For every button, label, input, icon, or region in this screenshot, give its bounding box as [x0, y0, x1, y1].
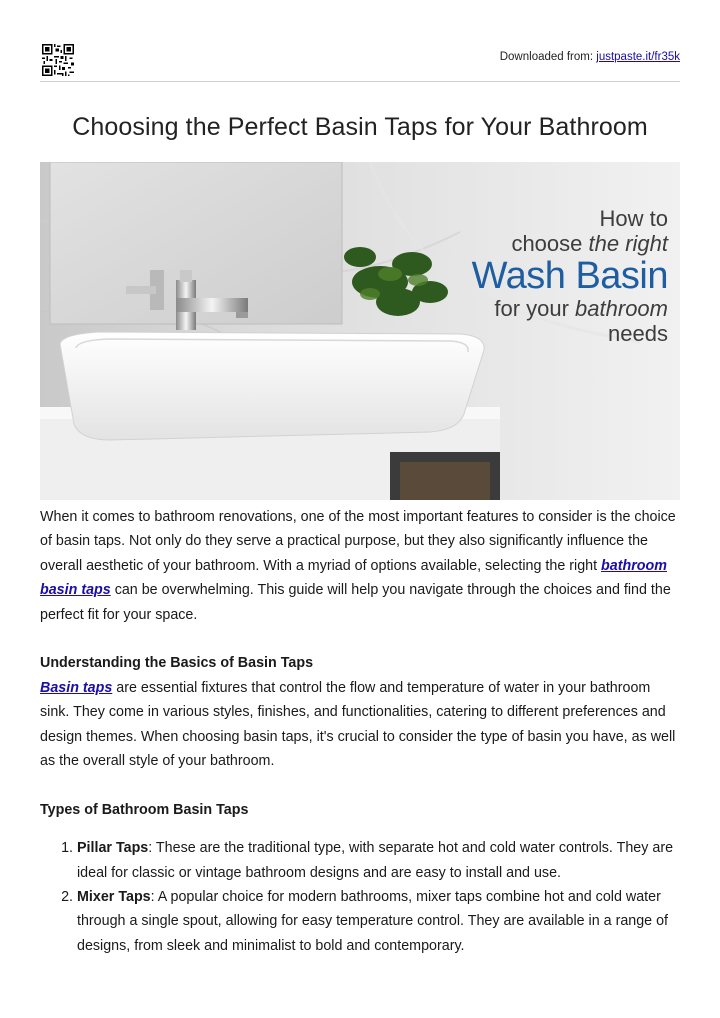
- hero-line-2b: the right: [588, 231, 668, 256]
- hero-line-2a: choose: [511, 231, 589, 256]
- intro-text-1: When it comes to bathroom renovations, one of the most important features to consider is the choice of basin taps. Not only do they serve a practical purpose, but they also significantly influence the overall aesthetic of your bathroom. With a myriad of options available, selecting the right: [40, 509, 676, 574]
- section-2-heading: Types of Bathroom Basin Taps: [40, 801, 249, 818]
- hero-line-4a: for your: [494, 296, 576, 321]
- header-divider: [40, 81, 680, 82]
- section-1-paragraph: [40, 676, 682, 774]
- intro-text-2: can be overwhelming. This guide will help you navigate through the choices and find the perfect fit for your space.: [40, 582, 671, 623]
- section-1-text: are essential fixtures that control the flow and temperature of water in your bathroom sink. They come in various styles, finishes, and functionalities, catering to different preferences and design themes. When choosing basin taps, it's crucial to consider the type of basin you have, as well as the overall style of your bathroom.: [40, 679, 676, 770]
- list-item-text: : These are the traditional type, with separate hot and cold water controls. They are ideal for classic or vintage bathroom designs and are easy to install and use.: [77, 840, 674, 881]
- download-source-link[interactable]: justpaste.it/fr35k: [596, 51, 680, 63]
- list-item: [77, 885, 682, 958]
- intro-paragraph: [40, 505, 682, 627]
- list-item-term: Mixer Taps: [77, 889, 151, 906]
- list-item-text: : A popular choice for modern bathrooms, mixer taps combine hot and cold water through a single spout, allowing for easy temperature control. They are available in a range of designs, from sleek and minimalist to bold and contemporary.: [77, 889, 669, 954]
- download-source: [500, 51, 680, 63]
- section-1-heading: Understanding the Basics of Basin Taps: [40, 655, 314, 672]
- hero-line-2: [472, 231, 668, 256]
- basin-taps-link[interactable]: Basin taps: [40, 679, 113, 696]
- list-item-term: Pillar Taps: [77, 840, 149, 857]
- page-title: Choosing the Perfect Basin Taps for Your Bathroom: [72, 113, 648, 141]
- qr-code-icon: [42, 44, 74, 76]
- article-body: [40, 505, 682, 958]
- hero-caption: [472, 206, 668, 346]
- tap-types-list: [40, 836, 682, 958]
- list-item: [77, 836, 682, 885]
- hero-line-3: Wash Basin: [471, 255, 668, 297]
- bathroom-basin-taps-link[interactable]: bathroom basin taps: [40, 557, 667, 599]
- hero-line-4: [472, 296, 668, 321]
- hero-image: [40, 162, 680, 500]
- download-source-label: Downloaded from:: [499, 51, 597, 63]
- hero-line-5: needs: [608, 321, 668, 346]
- hero-line-4b: bathroom: [575, 296, 668, 321]
- hero-line-1: How to: [599, 206, 668, 231]
